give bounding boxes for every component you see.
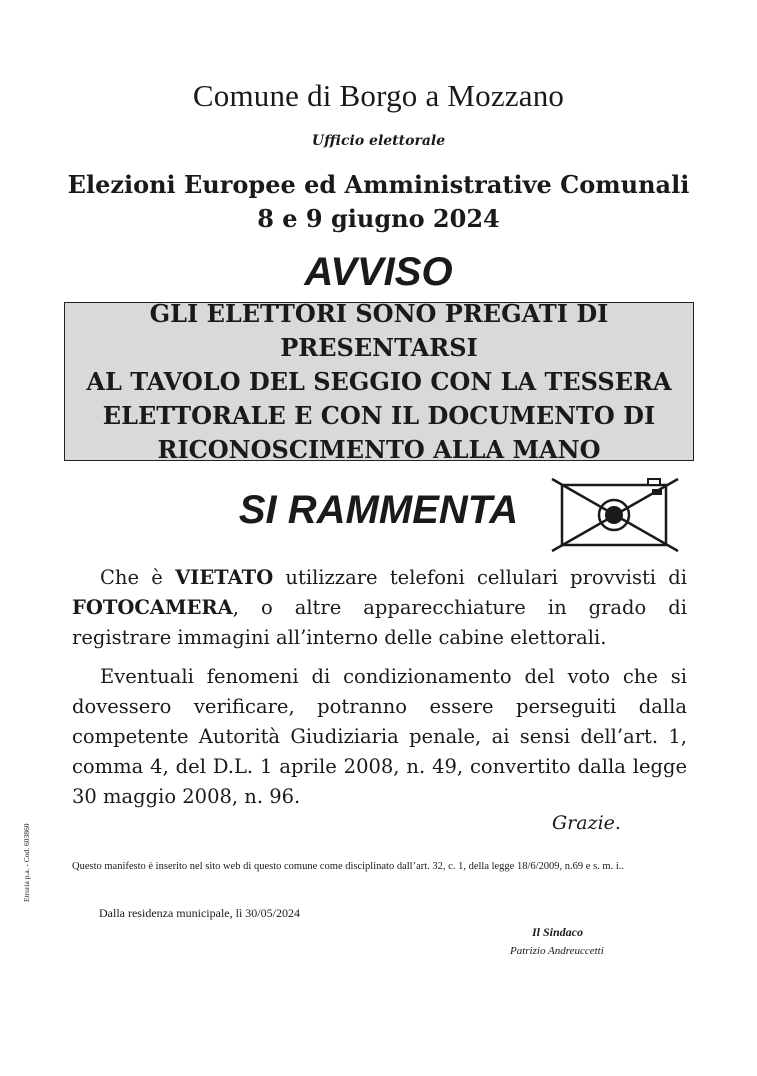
- reminder-paragraph-2: Eventuali fenomeni di condizionamento del voto che si dovessero verificare, potranno essere perseguiti dalla competente Autorità Giudiziaria penale, ai sensi dell’art. 1, comma 4, del D.L. 1 aprile 2008, n. 49, convertito dalla legge 30 maggio 2008, n. 96.: [72, 665, 687, 808]
- notice-box: [64, 298, 694, 464]
- mayor-title: Il Sindaco: [532, 925, 584, 939]
- reminder-paragraph-1: [72, 563, 687, 653]
- notice-heading: AVVISO: [304, 250, 453, 294]
- prohibited-word: VIETATO: [175, 566, 274, 589]
- election-title-line: Elezioni Europee ed Amministrative Comunali: [67, 170, 690, 199]
- reminder-text: , o altre apparecchiature in grado di registrare immagini all’interno delle cabine elettorali.: [72, 596, 687, 649]
- thanks-text: Grazie.: [552, 812, 621, 834]
- residence-date: Dalla residenza municipale, lì 30/05/2024: [99, 906, 300, 920]
- camera-word: FOTOCAMERA: [72, 596, 233, 619]
- no-camera-icon: [548, 475, 682, 555]
- mayor-name: Patrizio Andreuccetti: [510, 945, 604, 957]
- election-date: 8 e 9 giugno 2024: [257, 204, 500, 233]
- reminder-text: Che è: [100, 566, 176, 589]
- notice-box-line: GLI ELETTORI SONO PREGATI DI PRESENTARSI: [149, 298, 609, 362]
- municipality-name: Comune di Borgo a Mozzano: [192, 78, 565, 113]
- notice-box-line: ELETTORALE E CON IL DOCUMENTO DI: [102, 400, 656, 430]
- election-title: [0, 168, 757, 236]
- legal-note: Questo manifesto è inserito nel sito web di questo comune come disciplinato dall’art. 32, c. 1, della legge 18/6/2009, n.69 e s. m. i..: [72, 861, 625, 872]
- reminder-heading: SI RAMMENTA: [238, 488, 519, 532]
- notice-box-line: AL TAVOLO DEL SEGGIO CON LA TESSERA: [86, 366, 672, 396]
- office-name: Ufficio elettorale: [311, 133, 446, 149]
- reminder-text: utilizzare telefoni cellulari provvisti di: [273, 566, 687, 589]
- notice-box-text: [77, 297, 681, 467]
- printer-code: Etruria p.a. - Cod. 603860: [22, 823, 31, 902]
- notice-box-line: RICONOSCIMENTO ALLA MANO: [157, 434, 601, 464]
